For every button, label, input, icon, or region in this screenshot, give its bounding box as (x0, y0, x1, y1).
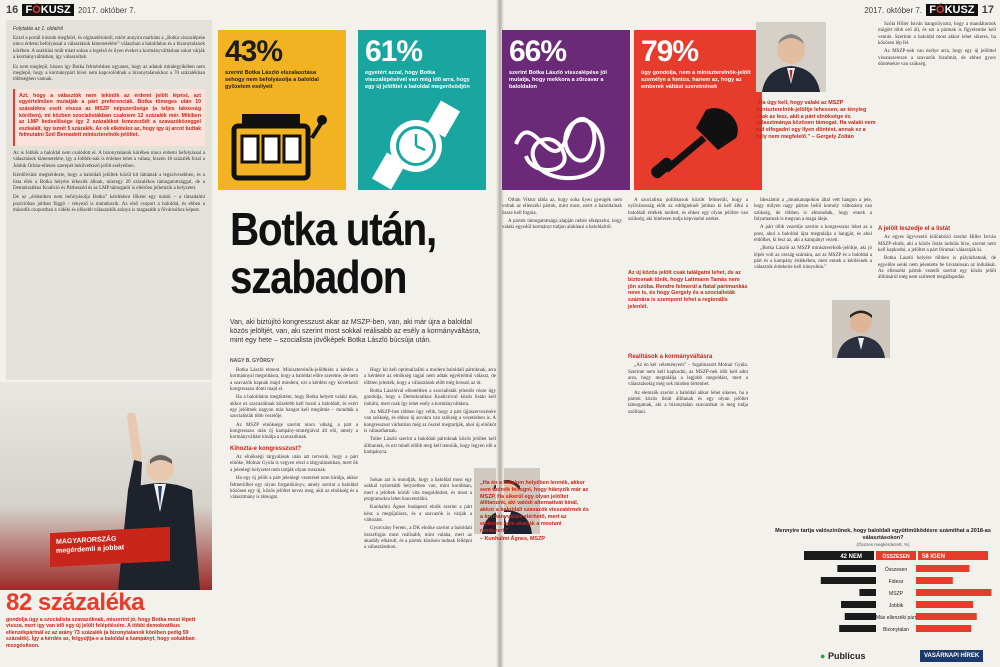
chart-header-no (804, 551, 874, 560)
right-column-4b (878, 222, 996, 522)
chart-header-yes-label: 58 IGEN (922, 554, 946, 560)
big-stat-value: 82 százaléka (6, 589, 145, 616)
waving-politician-figure (110, 412, 200, 590)
stat-tile-caption: úgy gondolja, nem a miniszterelnök-jelölt személye a fontos, hanem az, hogy az emberek váltást szeretnének (641, 70, 751, 90)
chart-bar-no (841, 601, 876, 608)
sidebar-paragraph: Ez nem meglepő, hiszen így Botka felmérésben ugyanez, hogy az adatok mindegyikében nem meglepő, hogy a kormánypárt hívei nem kapcsolódnak a bizonytalanokhoz a 70 százalékban többségben vannak. (13, 64, 205, 83)
body-paragraph: Kunhalmi Ágnes budapesti elnök szerint a párt kész a megújulásra, és a szavazók is várják a változást. (364, 505, 472, 524)
article-column-1 (230, 368, 358, 666)
body-paragraph: Toller László szerint a baloldali pártoknak közös jelöltet kell állítaniuk, és ezt minél előbb meg kell tenniük, hogy legyen idő a kampányra. (364, 437, 496, 456)
stat-tile-caption: egyetért azzal, hogy Botka visszalépésével van még idő arra, hogy egy új jelölttel a baloldal megerősödjön (365, 70, 470, 90)
sidebar-paragraph: Ezzel a portál írásunk megfelel, és olgásadéroktól, miért annyira markáns a „Botka visszalépése nincs érdemi befolyással a választások kimenetelére” válaszban a baloldalon és a bizonytalanok körében. A szakítási múlt miatt sokan a legelső és ilyen éveket a kormányváltásban sokat várják a kormányváltásban, így válaszoltuk. (13, 36, 205, 61)
source-logos (780, 650, 995, 664)
sidebar-highlight-box (13, 89, 205, 146)
stat-tile-percent: 66% (509, 35, 567, 68)
body-paragraph: Ideszámít a „munkanapokon által vett hangon a jele, hogy milyen nagy párton belül komoly változásra van szükség, de többen is elmondták, hogy ennek a folyamatnak is megvan a maga ideje. (754, 198, 872, 223)
tangled-thread-icon (512, 104, 616, 184)
section-logo: FÓKUSZ (22, 4, 73, 16)
chart-bar-yes (916, 613, 977, 620)
body-paragraph: Az egyes ügyvezető különböző szerint Hiller István MSZP-elnök, aki a közös listás indulás híve, szerint nem kell kapkodni, a jelöltet a párt fórumai választják ki. (878, 235, 996, 254)
pull-quote-middle: Az új közös jelölt csak találgatni lehet, de az biztosnak tűnik, hogy Lattmann Tamás nem jön szóba. Rendre felmerül a fiatal pártmunkás neve is, és hogy Gergely és a szocialisták számára is szempont lehet a regionális jelenlét. (628, 270, 748, 310)
chart-plot (768, 549, 998, 645)
body-paragraph: „Botka László az MSZP miniszterelnök-jelöltje, aki jó lépés volt az ország számára, azt az MSZP és a baloldal a párt és a kampány érdekében, mert ennek a kérdésnek a választók érdekeire kell irányulnia.” (754, 246, 872, 271)
body-paragraph: Az elnökségi tárgyalások után azt tervezik, hogy a párt elnöke, Molnár Gyula is vegyen részt a tárgyalásokban, mert ők a jelenlegi helyzetet nem tartják olyan rossznak. (230, 455, 358, 473)
chart-bar-no (821, 577, 876, 584)
stat-tile-teal (358, 30, 486, 190)
sidebar-paragraph: De az „érdemben nem befolyásolja Botka” kérdésben főként egy másik – a társadalmi pozícióban jobban függő – tényező is mutatkozik. Az első csoport a baloldal, és ebben a második csoportban a vidéki és idősebb válaszadók aránya is magasabb a fővárosihoz képest. (13, 195, 205, 214)
chart-title: Mennyire tartja valószínűnek, hogy baloldali együttműködésre számíthat a 2018-as választásokon? (775, 528, 991, 541)
right-page-header (864, 4, 994, 18)
survey-chart (768, 528, 998, 648)
chart-category-label: Jobbik (888, 603, 904, 609)
stat-tile-purple (502, 30, 630, 190)
subheading: Realitások a kormányváltásra (628, 354, 713, 360)
slot-machine-icon (228, 108, 328, 184)
body-paragraph: Botka László helyére többen is pályázhatnak, de egyelőre senki nem jelentette be hivatalosan az indulását. Az ellenzéki pártok vezetői szerint egy közös jelölt állításáról még nem született megállapodás. (878, 256, 996, 281)
right-page-number: 17 (981, 4, 994, 16)
shovel-icon (644, 104, 744, 184)
chart-bar-no (839, 625, 876, 632)
body-paragraph: Gyurcsány Ferenc, a DK elnöke szerint a baloldali összefogás most reálisabb, mint valaha, mert az akadály elhárult, és a pártok közösen tudnak fellépni a választásokon. (364, 526, 472, 551)
sidebar-highlight-text: Azt, hogy a választók nem tekintik az érdemi jelölt lépést, azt egyértelműen mutatják a párt preferenciák. Botka tömeges után 10 százalékra esett vissza az MSZP népszerűsége (a teljes lakosság körében), mi közben szocialistákban csaknem 12 százalék mér. Mikiben az LMP kedvelősége így 2 százalékot lemezeződt a szavazóközeggel eszkalált, így ismét 5 százalék. Az ok elkötelez az, hogy így új arcot tudtak felmutatni Szél Bernadett miniszterelnök-jelöltet. (19, 92, 202, 139)
chart-bar-yes (916, 565, 969, 572)
chart-legend-total: ÖSSZESEN (882, 554, 910, 560)
chart-category-label: Fidesz (888, 579, 904, 585)
article-column-2b (364, 478, 472, 666)
left-page (0, 0, 498, 667)
body-paragraph: „Az én két véleményem” – fogalmazott Molnár Gyula. Szerinte nem kell kapkodni, az MSZP-nek időt kell adni arra, hogy megtalálja a legjobb megoldást, mert a választásokig még sok minden történhet. (628, 363, 748, 388)
body-paragraph: Az MSZP-ben többen úgy vélik, hogy a párt újjászervezésére van szükség, és ehhez új arcokra van szükség a vezetésben is. A kongresszust várhatóan még az ősszel megtartják, ahol új elnököt is választhatnak. (364, 410, 496, 435)
right-column-4 (878, 22, 996, 218)
chart-category-label: Bizonytalan (883, 627, 909, 633)
body-paragraph: Ha a baloldalon megtörtént, hogy Botka helyett valaki más, akkor ez szavazóknak közelebb kell hozni a baloldalt, és ezért egy jelöltnek nagyon más hangot kell megütnie – mondták a szocialisták több vezetője. (230, 395, 358, 420)
main-headline: Botka után, szabadon (230, 203, 436, 303)
body-paragraph: Az elemzők szerint a baloldal akkor lehet sikeres, ha a pártok közös listát állítanak és egy olyan jelöltet támogatnak, aki a bizonytalan szavazókat is meg tudja szólítani. (628, 390, 748, 415)
stat-tiles (218, 30, 498, 190)
right-page-date: 2017. október 7. (864, 6, 923, 15)
article-byline: NAGY B. GYÖRGY (230, 358, 275, 364)
body-paragraph: A szocialista politikusok között felmerült, hogy a nyilvánosság előtt az eddigieknél jobban ki kell állni a baloldali értékek mellett, és ehhez egy olyan jelöltre van szükség, aki hitelesen tudja képviselni ezeket. (628, 198, 748, 223)
chart-header-no-label: 42 NEM (840, 554, 862, 560)
stat-tile-yellow (218, 30, 346, 190)
chart-category-label: MSZP (889, 591, 903, 597)
left-page-number: 16 (6, 4, 19, 16)
body-paragraph: Botka László elment. Miniszterelnök-jelöltként a kérdés a kormánnyal megoldásra, hogy a baloldal előre szeretne, de nem a szavazók kapnak majd mindent, ezt a kérdést egy következő kongresszus dönti majd el. (230, 368, 358, 393)
chart-bar-yes (916, 589, 991, 596)
body-paragraph: Ha egy új jelölt a párt jelenlegi vezetését nem bírálja, akkor felmerülhet egy olyan forgatókönyv, amely szerint a baloldal közösen egy új, közös jelöltet nevez meg, akit az elnökség és a választmány is támogat. (230, 476, 358, 501)
body-paragraph: Az MSZP-nek van esélye arra, hogy egy új jelölttel visszaszerezze a szavazók bizalmát, de ehhez gyors döntésekre van szükség. (878, 49, 996, 68)
big-stat-text: gondolja úgy a szocialista szavazóknak, miszerint jó, hogy Botka most lépett vissza, mert így van idő egy új jelölt felépítésére. A többi demokratikus ellenzékpártnál ez az arány 73 százalék (a bizonytalanok körében pedig 59 százalék). Így a kérdés az, felgyújtja-e a baloldal a kampányt, hogy sokakban mozgósítson. (6, 617, 196, 649)
body-paragraph: Botka Lászlóval ellentétben a szocialisták jelentős része úgy gondolja, hogy a Demokratikus Koalícióval közös listán kell indulni, mert csak így lehet esély a kormányváltásra. (364, 389, 496, 407)
sidebar-kicker: Folytatás az 1. oldalról (13, 26, 64, 32)
chart-bar-yes (916, 601, 973, 608)
left-page-date: 2017. október 7. (77, 6, 136, 15)
pull-quote-left: „Ha én a hatalom helyében lennék, akkor sem tudnék felfogni, hogy hiányzik már az MSZP. Ha sikerül egy olyan jelöltet állítanunk, aki valódi alternatívát kínál, akkor a baloldali szavazók visszatérnek és a kormányváltás elérhető, mert az emberek nem akarják a mostani rendszert.” – Kunhalmi Ágnes, MSZP (480, 480, 589, 543)
stat-tile-red (634, 30, 762, 190)
botka-photo (0, 382, 212, 590)
chart-category-label: Összesen (884, 567, 908, 573)
vasarnapi-hirek-logo: VASÁRNAPI HÍREK (920, 650, 983, 662)
sidebar-article (6, 20, 212, 380)
right-column-2b (628, 350, 748, 666)
stat-tiles-right (502, 30, 762, 190)
chart-bar-yes (916, 577, 953, 584)
body-paragraph: Sokan azt is mondják, hogy a baloldal most egy sokkal nyitottabb helyzetben van, mint korábban, mert a jelöltek körüli vita megoldódott, és most a programokra lehet koncentrálni. (364, 478, 472, 503)
left-page-header (6, 4, 136, 18)
stat-tile-caption: szerint Botka László elszalasztása sehogy nem befolyásolja a baloldal győzelem esélyeit (225, 70, 319, 90)
body-paragraph: Szóla Hiller István hangsúlyozta, hogy a mandátumok mögött több erő áll, és ezt a pártnak is figyelembe kell vennie. Szerinte a baloldal most akkor lehet sikeres, ha közösen lép fel. (878, 22, 996, 47)
subheading: Kihozta-e kongresszust? (230, 445, 302, 452)
chart-bar-no (859, 589, 876, 596)
chart-bar-yes (916, 625, 971, 632)
right-column-3 (754, 198, 872, 518)
publicus-logo: ● Publicus (820, 651, 866, 661)
chart-subtitle: (Összes megkérdezett, %) (856, 542, 910, 547)
article-lead: Van, aki biztújító kongresszust akar az MSZP-ben, van, aki már újra a baloldal közös jelöltjét, van, aki szerint most sokkal reálisabb az esély a kormányváltásra, mint egy hete – szocialista jövőképek Botka László búcsúja után. (230, 319, 481, 344)
sidebar-paragraph: Az is Jobbik a baloldal nem csalódott el. A bizonytalanok körében nincs érdemi befolyással a választások kimenetelére, így a Jobbik-nak is érdekes lehet a válasz, hiszen 18 százalék hiszi a Jobbik Orbán-ellenes szerepét bekövetkező jelölt esélyeiben. (13, 151, 205, 169)
portrait-top-right (756, 22, 826, 92)
body-paragraph: Az MSZP elnöksége szerint nincs válság, a párt a kongresszus után új kampány-stratégiával áll elő, amely a kormányváltást kínálja a szavazóknak. (230, 422, 358, 441)
campaign-banner: MAGYARORSZÁG megérdemli a jobbat (50, 527, 170, 567)
subheading: A jelölt leszedje el a listát (878, 226, 951, 232)
chart-bar-no (845, 613, 876, 620)
stat-tile-caption: szerint Botka László visszalépése jól mutatja, hogy mekkora a zűrzavar a baloldalon (509, 70, 607, 90)
article-column-2 (364, 368, 496, 474)
section-logo-right: FÓKUSZ (926, 4, 977, 16)
sidebar-paragraph: Kérdőívünk megkérdezte, hogy a baloldali jelöltek közül kit látnának a legszívesebben, és a lista élén a Botka helyére érkezők állnak, mintegy 20 százalékos támogatottsággal, de a Demokratikus Koalíció és Párbeszéd és az LMP támogatói is eltérően jellemzik a helyzetet. (13, 173, 205, 192)
body-paragraph: Hogy kit kell optimalizálni a modern baloldali pártoknak, arra a kérdésre az elnökség tagjai nem adtak egyértelmű választ, de többen jelezték, hogy a választások előtt még hosszú az út. (364, 368, 496, 386)
wristwatch-icon (368, 104, 468, 184)
chart-category-label: Más ellenzéki párt (875, 615, 917, 621)
pull-quote-red: „Ha úgy kell, hogy valaki az MSZP miniszterelnök-jelöltje lehessen, az tényleg csak az lesz, akit a párt elnöksége és választmánya közösen támogat. Ha valaki nem tud elfogadni egy ilyen döntést, annak ez a hely nem megfelelő.” – Gergely Zoltán (756, 100, 876, 140)
stat-tile-percent: 79% (641, 35, 699, 68)
right-column-1 (502, 198, 622, 666)
body-paragraph: Orbán Viktor tábla az, hogy soha ilyen gyengék nem voltak az ellenzéki pártok, mint most, ezért a baloldalnak össze kell fognia. (502, 198, 622, 216)
stat-tile-percent: 43% (225, 35, 283, 68)
right-column-2 (628, 198, 748, 338)
stat-tile-percent: 61% (365, 35, 423, 68)
body-paragraph: A pártok támogatottsága alapján nehéz elképzelni, hogy valaki egyedül kormányt tudjon alakítani a baloldalról. (502, 219, 622, 231)
body-paragraph: A párt több vezetője szerint a kongresszus lehet az a pont, ahol a baloldal újra megtalálja a hangját, és ahol eldőlhet, ki lesz az, aki a kampányt vezeti. (754, 225, 872, 244)
chart-bar-no (837, 565, 876, 572)
